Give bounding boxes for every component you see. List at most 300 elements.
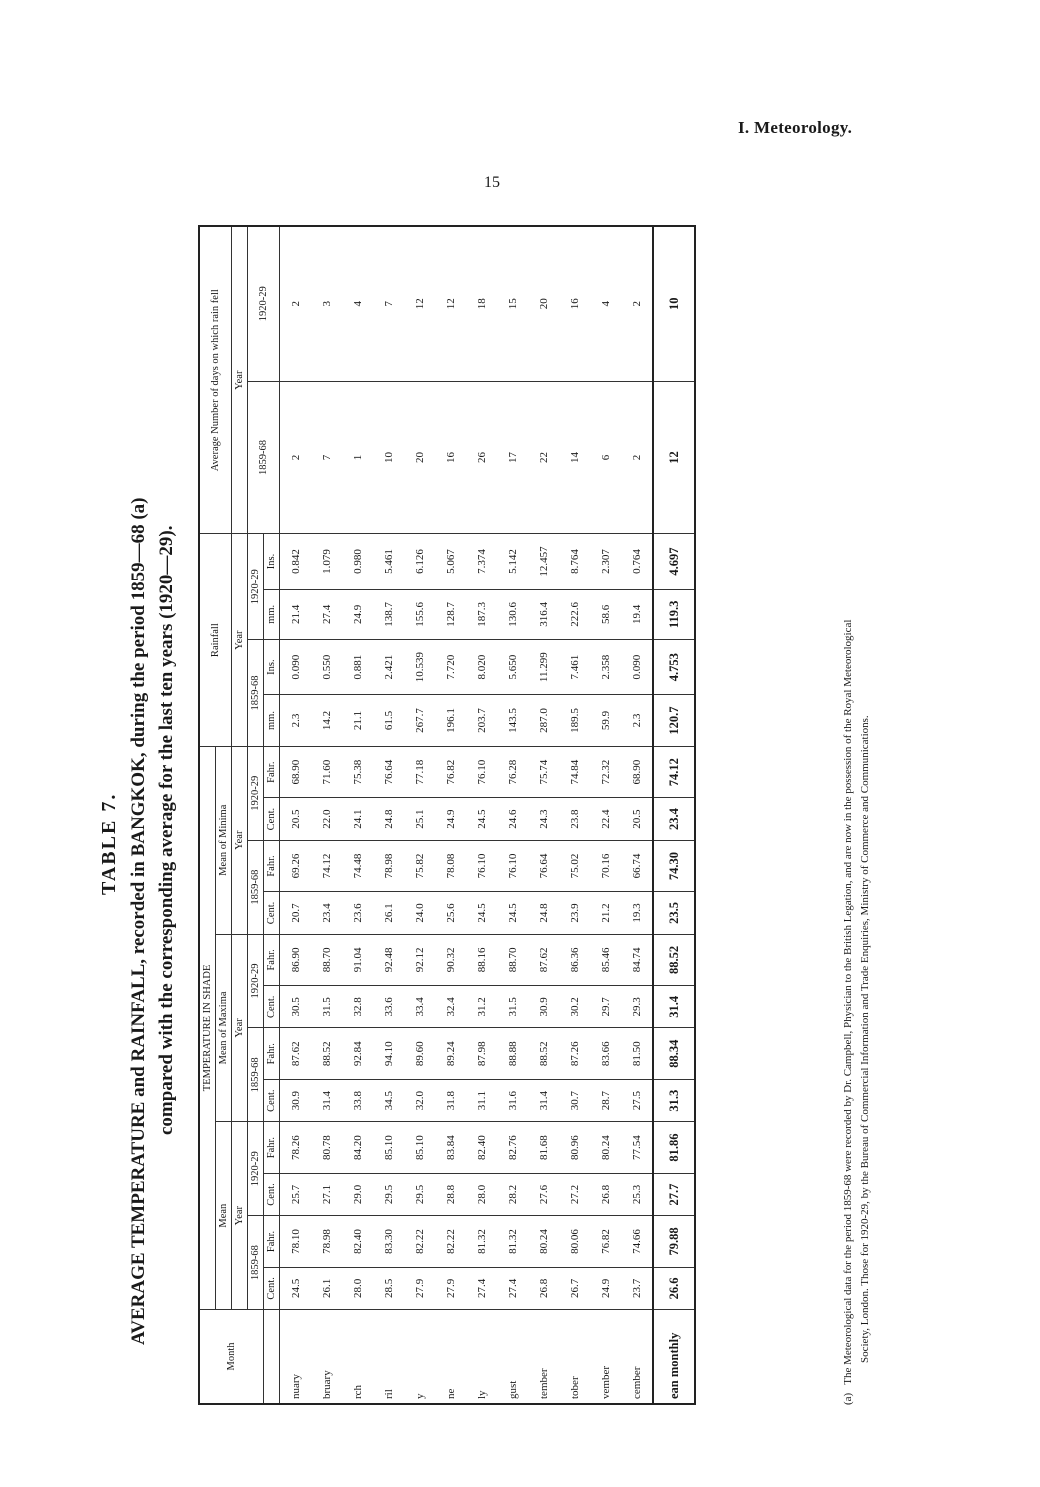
value-cell: 68.90: [280, 746, 312, 798]
value-cell: 23.6: [342, 892, 373, 934]
value-cell: 5.461: [373, 534, 404, 589]
month-cell: vember: [590, 1310, 621, 1405]
value-cell: 5.650: [497, 640, 528, 695]
value-cell: 76.82: [435, 746, 466, 798]
table-row: [435, 226, 466, 1404]
value-cell: 92.12: [404, 934, 435, 986]
value-cell: 31.1: [466, 1080, 497, 1122]
table-row: [404, 226, 435, 1404]
value-cell: 119.3: [653, 589, 695, 639]
value-cell: 1: [342, 381, 373, 534]
month-cell: ean monthly: [653, 1310, 695, 1405]
value-cell: 74.48: [342, 840, 373, 892]
value-cell: 75.82: [404, 840, 435, 892]
value-cell: 128.7: [435, 589, 466, 639]
value-cell: 88.34: [653, 1028, 695, 1080]
value-cell: 19.4: [621, 589, 653, 639]
value-cell: 0.842: [280, 534, 312, 589]
value-cell: 31.3: [653, 1080, 695, 1122]
table-row: [373, 226, 404, 1404]
value-cell: 26.8: [528, 1267, 559, 1309]
value-cell: 24.3: [528, 798, 559, 840]
value-cell: 7.720: [435, 640, 466, 695]
value-cell: 7.461: [559, 640, 590, 695]
value-cell: 82.22: [404, 1216, 435, 1268]
value-cell: 2.3: [621, 695, 653, 747]
value-cell: 0.881: [342, 640, 373, 695]
value-cell: 81.32: [497, 1216, 528, 1268]
value-cell: 27.9: [404, 1267, 435, 1309]
table-row: [280, 226, 312, 1404]
value-cell: 69.26: [280, 840, 312, 892]
value-cell: 88.16: [466, 934, 497, 986]
table-row: [528, 226, 559, 1404]
value-cell: 74.12: [653, 746, 695, 798]
value-cell: 81.68: [528, 1122, 559, 1174]
value-cell: 85.10: [404, 1122, 435, 1174]
header-period: 1920-29: [248, 226, 280, 381]
header-year: Year: [232, 534, 248, 746]
value-cell: 26.8: [590, 1173, 621, 1215]
value-cell: 23.5: [653, 892, 695, 934]
value-cell: 27.4: [497, 1267, 528, 1309]
value-cell: 138.7: [373, 589, 404, 639]
value-cell: 25.6: [435, 892, 466, 934]
value-cell: 29.5: [373, 1173, 404, 1215]
header-period: 1859-68: [248, 381, 280, 534]
value-cell: 83.30: [373, 1216, 404, 1268]
value-cell: 84.74: [621, 934, 653, 986]
header-blank: [264, 1310, 280, 1405]
value-cell: 4: [342, 226, 373, 381]
value-cell: 75.38: [342, 746, 373, 798]
value-cell: 88.52: [653, 934, 695, 986]
header-year: Year: [232, 934, 248, 1122]
value-cell: 24.5: [466, 892, 497, 934]
value-cell: 155.6: [404, 589, 435, 639]
header-unit: mm.: [264, 695, 280, 747]
value-cell: 12: [435, 226, 466, 381]
value-cell: 23.7: [621, 1267, 653, 1309]
value-cell: 29.3: [621, 986, 653, 1028]
footnote-line: Society, London. Those for 1920-29, by the Bureau of Commercial Information and Trade Enquiries, Ministry of Commerce and Communications.: [859, 715, 871, 1363]
value-cell: 22.4: [590, 798, 621, 840]
value-cell: 33.8: [342, 1080, 373, 1122]
value-cell: 4.753: [653, 640, 695, 695]
value-cell: 88.70: [311, 934, 342, 986]
value-cell: 8.020: [466, 640, 497, 695]
value-cell: 18: [466, 226, 497, 381]
value-cell: 189.5: [559, 695, 590, 747]
header-period: 1859-68: [248, 840, 264, 934]
value-cell: 86.36: [559, 934, 590, 986]
value-cell: 81.50: [621, 1028, 653, 1080]
value-cell: 10: [653, 226, 695, 381]
value-cell: 316.4: [528, 589, 559, 639]
value-cell: 88.52: [311, 1028, 342, 1080]
month-cell: ril: [373, 1310, 404, 1405]
value-cell: 203.7: [466, 695, 497, 747]
value-cell: 26.1: [311, 1267, 342, 1309]
value-cell: 2.421: [373, 640, 404, 695]
value-cell: 87.62: [280, 1028, 312, 1080]
value-cell: 76.64: [528, 840, 559, 892]
value-cell: 28.7: [590, 1080, 621, 1122]
table-subtitle: compared with the corresponding average for the last ten years (1920—29).: [156, 525, 177, 1135]
value-cell: 222.6: [559, 589, 590, 639]
header-rain-days: Average Number of days on which rain fell: [199, 226, 232, 534]
value-cell: 26.1: [373, 892, 404, 934]
value-cell: 10: [373, 381, 404, 534]
value-cell: 68.90: [621, 746, 653, 798]
value-cell: 78.98: [311, 1216, 342, 1268]
value-cell: 70.16: [590, 840, 621, 892]
value-cell: 92.48: [373, 934, 404, 986]
value-cell: 21.1: [342, 695, 373, 747]
value-cell: 24.8: [528, 892, 559, 934]
value-cell: 12: [404, 226, 435, 381]
value-cell: 85.46: [590, 934, 621, 986]
value-cell: 26.7: [559, 1267, 590, 1309]
value-cell: 80.24: [590, 1122, 621, 1174]
value-cell: 74.30: [653, 840, 695, 892]
value-cell: 26: [466, 381, 497, 534]
table-body: [280, 226, 696, 1404]
value-cell: 61.5: [373, 695, 404, 747]
value-cell: 76.10: [466, 840, 497, 892]
value-cell: 89.24: [435, 1028, 466, 1080]
value-cell: 87.62: [528, 934, 559, 986]
value-cell: 31.5: [497, 986, 528, 1028]
value-cell: 21.4: [280, 589, 312, 639]
value-cell: 23.4: [653, 798, 695, 840]
value-cell: 22.0: [311, 798, 342, 840]
value-cell: 7: [311, 381, 342, 534]
value-cell: 24.1: [342, 798, 373, 840]
value-cell: 34.5: [373, 1080, 404, 1122]
value-cell: 22: [528, 381, 559, 534]
value-cell: 287.0: [528, 695, 559, 747]
value-cell: 78.98: [373, 840, 404, 892]
value-cell: 31.4: [528, 1080, 559, 1122]
value-cell: 0.090: [280, 640, 312, 695]
value-cell: 14: [559, 381, 590, 534]
value-cell: 2: [621, 381, 653, 534]
value-cell: 77.18: [404, 746, 435, 798]
value-cell: 14.2: [311, 695, 342, 747]
value-cell: 15: [497, 226, 528, 381]
header-unit: mm.: [264, 589, 280, 639]
value-cell: 24.8: [373, 798, 404, 840]
header-period: 1920-29: [248, 934, 264, 1028]
value-cell: 90.32: [435, 934, 466, 986]
value-cell: 2: [280, 381, 312, 534]
value-cell: 196.1: [435, 695, 466, 747]
value-cell: 89.60: [404, 1028, 435, 1080]
value-cell: 28.8: [435, 1173, 466, 1215]
value-cell: 0.550: [311, 640, 342, 695]
value-cell: 58.6: [590, 589, 621, 639]
value-cell: 12.457: [528, 534, 559, 589]
month-cell: cember: [621, 1310, 653, 1405]
value-cell: 79.88: [653, 1216, 695, 1268]
value-cell: 24.5: [280, 1267, 312, 1309]
value-cell: 26.6: [653, 1267, 695, 1309]
month-cell: ne: [435, 1310, 466, 1405]
value-cell: 76.64: [373, 746, 404, 798]
value-cell: 27.2: [559, 1173, 590, 1215]
month-cell: gust: [497, 1310, 528, 1405]
header-period: 1859-68: [248, 1028, 264, 1122]
value-cell: 75.74: [528, 746, 559, 798]
value-cell: 33.4: [404, 986, 435, 1028]
table-row: [311, 226, 342, 1404]
value-cell: 25.3: [621, 1173, 653, 1215]
value-cell: 7: [373, 226, 404, 381]
value-cell: 29.0: [342, 1173, 373, 1215]
value-cell: 88.52: [528, 1028, 559, 1080]
value-cell: 23.8: [559, 798, 590, 840]
value-cell: 20.5: [280, 798, 312, 840]
value-cell: 91.04: [342, 934, 373, 986]
value-cell: 80.06: [559, 1216, 590, 1268]
table-label: TABLE 7.: [98, 792, 120, 895]
value-cell: 23.4: [311, 892, 342, 934]
header-year: Year: [232, 226, 248, 534]
value-cell: 87.26: [559, 1028, 590, 1080]
value-cell: 32.4: [435, 986, 466, 1028]
value-cell: 92.84: [342, 1028, 373, 1080]
value-cell: 7.374: [466, 534, 497, 589]
value-cell: 31.6: [497, 1080, 528, 1122]
value-cell: 83.84: [435, 1122, 466, 1174]
value-cell: 30.2: [559, 986, 590, 1028]
value-cell: 75.02: [559, 840, 590, 892]
header-unit: Cent.: [264, 986, 280, 1028]
value-cell: 2.307: [590, 534, 621, 589]
value-cell: 33.6: [373, 986, 404, 1028]
value-cell: 8.764: [559, 534, 590, 589]
value-cell: 120.7: [653, 695, 695, 747]
value-cell: 2: [280, 226, 312, 381]
header-unit: Fahr.: [264, 1122, 280, 1174]
value-cell: 27.5: [621, 1080, 653, 1122]
header-unit: Fahr.: [264, 746, 280, 798]
value-cell: 71.60: [311, 746, 342, 798]
value-cell: 24.5: [497, 892, 528, 934]
month-cell: bruary: [311, 1310, 342, 1405]
value-cell: 267.7: [404, 695, 435, 747]
footnote-line: The Meteorological data for the period 1859-68 were recorded by Dr. Campbell, Physician to the British Legation, and are now in the possession of the Royal Meteorological: [842, 619, 854, 1385]
value-cell: 82.76: [497, 1122, 528, 1174]
value-cell: 82.40: [466, 1122, 497, 1174]
header-mean-maxima: Mean of Maxima: [216, 934, 232, 1122]
value-cell: 80.96: [559, 1122, 590, 1174]
header-unit: Ins.: [264, 534, 280, 589]
section-header: I. Meteorology.: [738, 118, 853, 137]
header-unit: Fahr.: [264, 840, 280, 892]
value-cell: 77.54: [621, 1122, 653, 1174]
value-cell: 81.32: [466, 1216, 497, 1268]
footnote-mark: (a): [842, 1392, 854, 1405]
mean-monthly-row: [653, 226, 695, 1404]
header-mean-minima: Mean of Minima: [216, 746, 232, 934]
value-cell: 1.079: [311, 534, 342, 589]
header-period: 1920-29: [248, 746, 264, 840]
header-period: 1859-68: [248, 640, 264, 747]
header-period: 1859-68: [248, 1216, 264, 1310]
value-cell: 74.84: [559, 746, 590, 798]
month-cell: ly: [466, 1310, 497, 1405]
value-cell: 20: [528, 226, 559, 381]
header-month: Month: [199, 1310, 264, 1405]
value-cell: 0.090: [621, 640, 653, 695]
value-cell: 78.26: [280, 1122, 312, 1174]
value-cell: 24.9: [435, 798, 466, 840]
value-cell: 82.40: [342, 1216, 373, 1268]
value-cell: 83.66: [590, 1028, 621, 1080]
header-year: Year: [232, 746, 248, 934]
value-cell: 24.6: [497, 798, 528, 840]
value-cell: 78.08: [435, 840, 466, 892]
value-cell: 6.126: [404, 534, 435, 589]
footnote: [840, 235, 874, 1405]
page-number: 15: [484, 174, 500, 191]
value-cell: 3: [311, 226, 342, 381]
header-period: 1920-29: [248, 534, 264, 640]
header-rainfall: Rainfall: [199, 534, 232, 746]
value-cell: 94.10: [373, 1028, 404, 1080]
value-cell: 82.22: [435, 1216, 466, 1268]
header-unit: Cent.: [264, 1080, 280, 1122]
value-cell: 4: [590, 226, 621, 381]
value-cell: 10.539: [404, 640, 435, 695]
value-cell: 76.82: [590, 1216, 621, 1268]
value-cell: 27.7: [653, 1173, 695, 1215]
value-cell: 80.24: [528, 1216, 559, 1268]
value-cell: 30.9: [280, 1080, 312, 1122]
header-unit: Cent.: [264, 1267, 280, 1309]
value-cell: 24.5: [466, 798, 497, 840]
table-row: [342, 226, 373, 1404]
header-unit: Fahr.: [264, 934, 280, 986]
value-cell: 20.7: [280, 892, 312, 934]
value-cell: 76.28: [497, 746, 528, 798]
value-cell: 23.9: [559, 892, 590, 934]
value-cell: 30.5: [280, 986, 312, 1028]
value-cell: 25.7: [280, 1173, 312, 1215]
month-cell: y: [404, 1310, 435, 1405]
value-cell: 80.78: [311, 1122, 342, 1174]
value-cell: 30.9: [528, 986, 559, 1028]
month-cell: rch: [342, 1310, 373, 1405]
header-unit: Fahr.: [264, 1216, 280, 1268]
value-cell: 17: [497, 381, 528, 534]
rotated-table-sheet: [80, 215, 940, 1415]
value-cell: 4.697: [653, 534, 695, 589]
value-cell: 84.20: [342, 1122, 373, 1174]
value-cell: 0.980: [342, 534, 373, 589]
value-cell: 2: [621, 226, 653, 381]
value-cell: 28.2: [497, 1173, 528, 1215]
value-cell: 72.32: [590, 746, 621, 798]
value-cell: 20: [404, 381, 435, 534]
table-row: [559, 226, 590, 1404]
value-cell: 31.2: [466, 986, 497, 1028]
value-cell: 2.3: [280, 695, 312, 747]
value-cell: 59.9: [590, 695, 621, 747]
header-unit: Fahr.: [264, 1028, 280, 1080]
value-cell: 78.10: [280, 1216, 312, 1268]
month-cell: tember: [528, 1310, 559, 1405]
value-cell: 19.3: [621, 892, 653, 934]
value-cell: 2.358: [590, 640, 621, 695]
value-cell: 87.98: [466, 1028, 497, 1080]
value-cell: 28.5: [373, 1267, 404, 1309]
value-cell: 88.70: [497, 934, 528, 986]
value-cell: 29.7: [590, 986, 621, 1028]
value-cell: 11.299: [528, 640, 559, 695]
value-cell: 16: [559, 226, 590, 381]
value-cell: 25.1: [404, 798, 435, 840]
table-row: [466, 226, 497, 1404]
header-unit: Ins.: [264, 640, 280, 695]
value-cell: 86.90: [280, 934, 312, 986]
value-cell: 74.66: [621, 1216, 653, 1268]
table-title: AVERAGE TEMPERATURE and RAINFALL, recorded in BANGKOK, during the period 1859—68 (a): [128, 497, 149, 1345]
header-period: 1920-29: [248, 1122, 264, 1216]
value-cell: 16: [435, 381, 466, 534]
value-cell: 27.9: [435, 1267, 466, 1309]
value-cell: 85.10: [373, 1122, 404, 1174]
header-unit: Cent.: [264, 892, 280, 934]
value-cell: 5.142: [497, 534, 528, 589]
table-row: [621, 226, 653, 1404]
value-cell: 66.74: [621, 840, 653, 892]
value-cell: 6: [590, 381, 621, 534]
header-temperature: TEMPERATURE IN SHADE: [199, 746, 216, 1309]
value-cell: 28.0: [466, 1173, 497, 1215]
header-year: Year: [232, 1122, 248, 1310]
header-unit: Cent.: [264, 1173, 280, 1215]
climate-table: [198, 225, 696, 1405]
header-mean: Mean: [216, 1122, 232, 1310]
value-cell: 31.5: [311, 986, 342, 1028]
month-cell: tober: [559, 1310, 590, 1405]
value-cell: 31.4: [311, 1080, 342, 1122]
value-cell: 81.86: [653, 1122, 695, 1174]
value-cell: 20.5: [621, 798, 653, 840]
value-cell: 130.6: [497, 589, 528, 639]
value-cell: 24.9: [342, 589, 373, 639]
value-cell: 31.8: [435, 1080, 466, 1122]
value-cell: 12: [653, 381, 695, 534]
value-cell: 24.9: [590, 1267, 621, 1309]
value-cell: 24.0: [404, 892, 435, 934]
value-cell: 32.0: [404, 1080, 435, 1122]
value-cell: 32.8: [342, 986, 373, 1028]
value-cell: 76.10: [497, 840, 528, 892]
month-cell: nuary: [280, 1310, 312, 1405]
value-cell: 31.4: [653, 986, 695, 1028]
value-cell: 88.88: [497, 1028, 528, 1080]
value-cell: 0.764: [621, 534, 653, 589]
value-cell: 27.4: [466, 1267, 497, 1309]
value-cell: 143.5: [497, 695, 528, 747]
value-cell: 5.067: [435, 534, 466, 589]
value-cell: 27.1: [311, 1173, 342, 1215]
value-cell: 76.10: [466, 746, 497, 798]
